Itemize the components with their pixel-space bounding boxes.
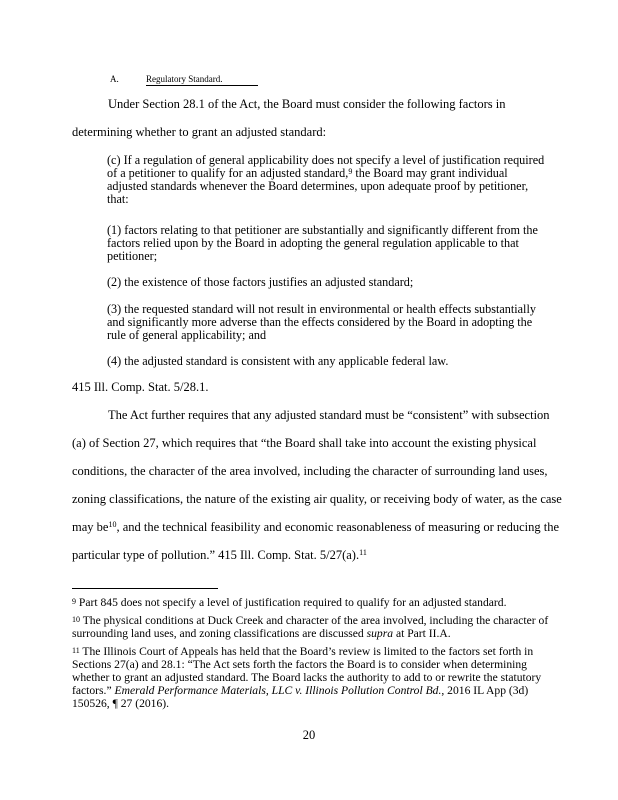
footnote-10-number: 10 bbox=[72, 615, 80, 624]
section-letter: A. bbox=[110, 74, 119, 84]
para2-line-4: zoning classifications, the nature of the existing air quality, or receiving body of water, as the case bbox=[72, 492, 562, 506]
footnote-ref-11: 11 bbox=[359, 548, 367, 557]
footnote-9-number: 9 bbox=[72, 597, 76, 606]
footnote-ref-9: 9 bbox=[348, 167, 353, 176]
quote-item-2: (2) the existence of those factors justifies an adjusted standard; bbox=[107, 275, 414, 289]
footnote-ref-10: 10 bbox=[108, 520, 117, 529]
quote-item-4: (4) the adjusted standard is consistent with any applicable federal law. bbox=[107, 354, 449, 368]
footnote-11-tail: , 2016 IL App (3d) 150526, ¶ 27 (2016). bbox=[72, 684, 529, 710]
section-heading bbox=[110, 74, 258, 86]
quote-item-1: (1) factors relating to that petitioner are substantially and significantly different from the factors relied upon by the Board in adopting the general regulation applicable to that petitioner; bbox=[107, 223, 538, 263]
para2-line-1: The Act further requires that any adjusted standard must be “consistent” with subsection bbox=[108, 408, 550, 422]
footnote-10-tail: at Part II.A. bbox=[393, 627, 451, 640]
intro-line-2: determining whether to grant an adjusted standard: bbox=[72, 125, 327, 139]
quote-item-3: (3) the requested standard will not result in environmental or health effects substantially and significantly more adverse than the effects considered by the Board in adopting the rule of general applicability; and bbox=[107, 302, 536, 342]
footnote-11 bbox=[72, 645, 552, 710]
footnote-9 bbox=[72, 596, 552, 609]
quote-paragraph-c bbox=[107, 154, 547, 206]
footnote-separator bbox=[72, 588, 218, 589]
footnote-9-text: Part 845 does not specify a level of justification required to qualify for an adjusted standard. bbox=[78, 596, 507, 609]
citation-28-1: 415 Ill. Comp. Stat. 5/28.1. bbox=[72, 380, 209, 394]
para2-line-3: conditions, the character of the area involved, including the character of surrounding land uses, bbox=[72, 464, 548, 478]
para2-line-5a: may be bbox=[72, 520, 109, 534]
footnote-11-text: The Illinois Court of Appeals has held that the Board’s review is limited to the factors set forth in Sections 27(a) and 28.1: “The Act sets forth the factors the Board is to consider when determining whether to grant an adjusted standard. The Board lacks the authority to add to or rewrite the statutory factors.” bbox=[72, 645, 542, 697]
quote-c-text: (c) If a regulation of general applicability does not specify a level of justification required of a petitioner to qualify for an adjusted standard, bbox=[107, 153, 545, 180]
para2-line-6 bbox=[72, 548, 367, 562]
intro-line-1: Under Section 28.1 of the Act, the Board must consider the following factors in bbox=[108, 97, 506, 111]
quote-c-rest: the Board may grant individual adjusted standards whenever the Board determines, upon adequate proof by petitioner, that: bbox=[107, 166, 529, 206]
footnote-10-italic: supra bbox=[366, 627, 394, 640]
footnote-10-text: The physical conditions at Duck Creek and character of the area involved, including the character of surrounding land uses, and zoning classifications are discussed bbox=[72, 614, 549, 640]
section-title: Regulatory Standard. bbox=[146, 74, 258, 86]
footnote-10 bbox=[72, 614, 552, 640]
footnote-11-italic: Emerald Performance Materials, LLC v. Illinois Pollution Control Bd. bbox=[114, 684, 442, 697]
para2-line-5b: , and the technical feasibility and economic reasonableness of measuring or reducing the bbox=[116, 520, 560, 534]
para2-line-6a: particular type of pollution.” 415 Ill. Comp. Stat. 5/27(a). bbox=[72, 548, 360, 562]
footnote-11-number: 11 bbox=[72, 646, 80, 655]
page-number: 20 bbox=[302, 728, 316, 742]
para2-line-5 bbox=[72, 520, 559, 534]
para2-line-2: (a) of Section 27, which requires that “the Board shall take into account the existing physical bbox=[72, 436, 537, 450]
